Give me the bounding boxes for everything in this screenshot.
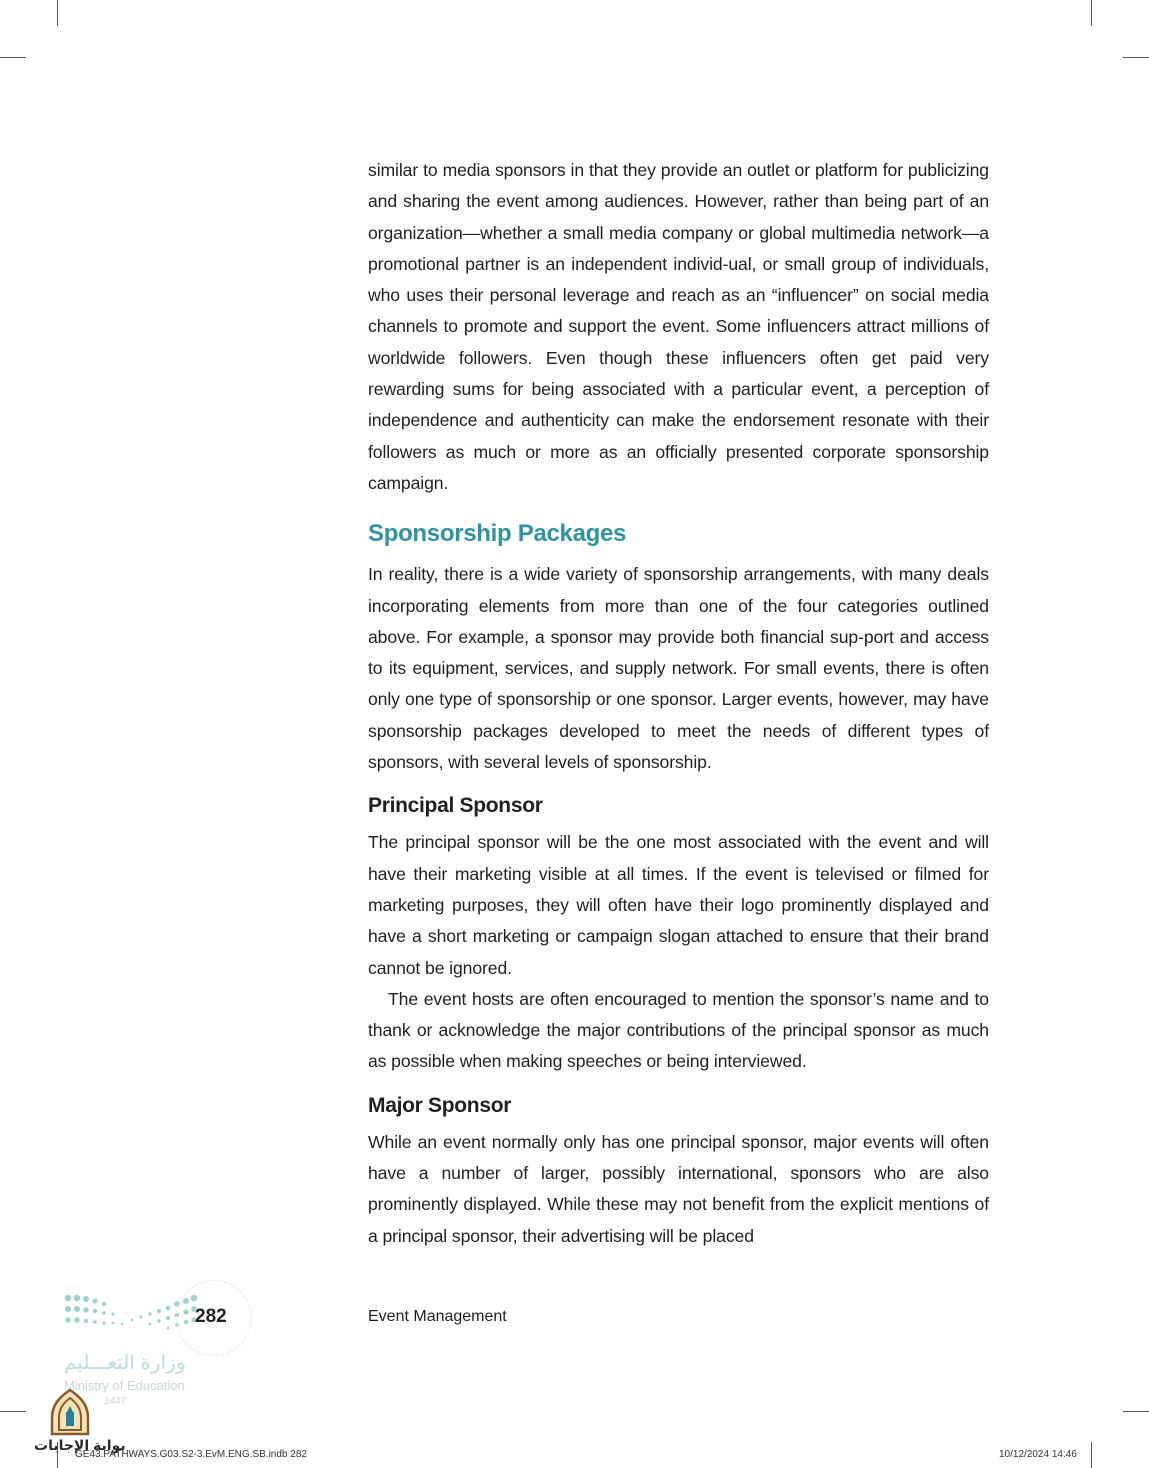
crop-mark [1091, 0, 1092, 26]
section-heading: Sponsorship Packages [368, 520, 627, 548]
principal-paragraph-continued: The event hosts are often encouraged to mention the sponsor’s name and to thank or acknowledge the major contributions of the principal sponsor as much as possible when making speeches or being interviewed. [368, 988, 989, 1072]
crop-mark [1123, 57, 1149, 58]
intro-paragraph: similar to media sponsors in that they provide an outlet or platform for publicizing and sharing the event among audiences. However, rather than being part of an organization—whether a small media company or global multimedia network—a promotional partner is an independent individ-ual, or small group of individuals, who uses their personal leverage and reach as an “influencer” on social media channels to promote and support the event. Some influencers attract millions of worldwide followers. Even though these influencers often get paid very rewarding sums for being associated with a particular event, a perception of independence and authenticity can make the endorsement resonate with their followers as much or more as an officially presented corporate sponsorship campaign. [368, 160, 989, 493]
print-slug-file: GE43.PATHWAYS.G03.S2-3.EvM.ENG.SB.indb 282 [75, 1449, 307, 1460]
page-body [368, 155, 989, 1252]
crop-mark [1091, 1442, 1092, 1468]
section-paragraph: In reality, there is a wide variety of sponsorship arrangements, with many deals incorporating elements from more than one of the four categories outlined above. For example, a sponsor may provide both financial sup-port and access to its equipment, services, and supply network. For small events, there is often only one type of sponsorship or one sponsor. Larger events, however, may have sponsorship packages developed to meet the needs of different types of sponsors, with several levels of sponsorship. [368, 564, 989, 773]
ministry-arabic-name: وزارة التعـــليم [64, 1352, 186, 1374]
crop-mark [57, 0, 58, 26]
ministry-english-name: Ministry of Education [64, 1378, 185, 1393]
print-slug-date: 10/12/2024 14:46 [999, 1449, 1077, 1460]
principal-sponsor-heading: Principal Sponsor [368, 794, 543, 818]
crop-mark [1123, 1411, 1149, 1412]
major-sponsor-heading: Major Sponsor [368, 1093, 512, 1117]
crop-mark [0, 57, 26, 58]
principal-paragraph: The principal sponsor will be the one most associated with the event and will have their marketing visible at all times. If the event is televised or filmed for marketing purposes, they will often have their logo prominently displayed and have a short marketing or campaign slogan attached to ensure that their brand cannot be ignored. [368, 832, 989, 978]
mosque-lamp-logo-icon [48, 1388, 92, 1438]
page-number: 282 [195, 1306, 227, 1327]
site-watermark: بوابة الإجابات [34, 1437, 126, 1453]
major-paragraph: While an event normally only has one principal sponsor, major events will often have a number of larger, possibly international, sponsors who are also prominently displayed. While these may not benefit from the explicit mentions of a principal sponsor, their advertising will be placed [368, 1131, 989, 1246]
ministry-year: 1447 [104, 1396, 127, 1407]
book-title: Event Management [368, 1308, 507, 1325]
crop-mark [0, 1411, 26, 1412]
